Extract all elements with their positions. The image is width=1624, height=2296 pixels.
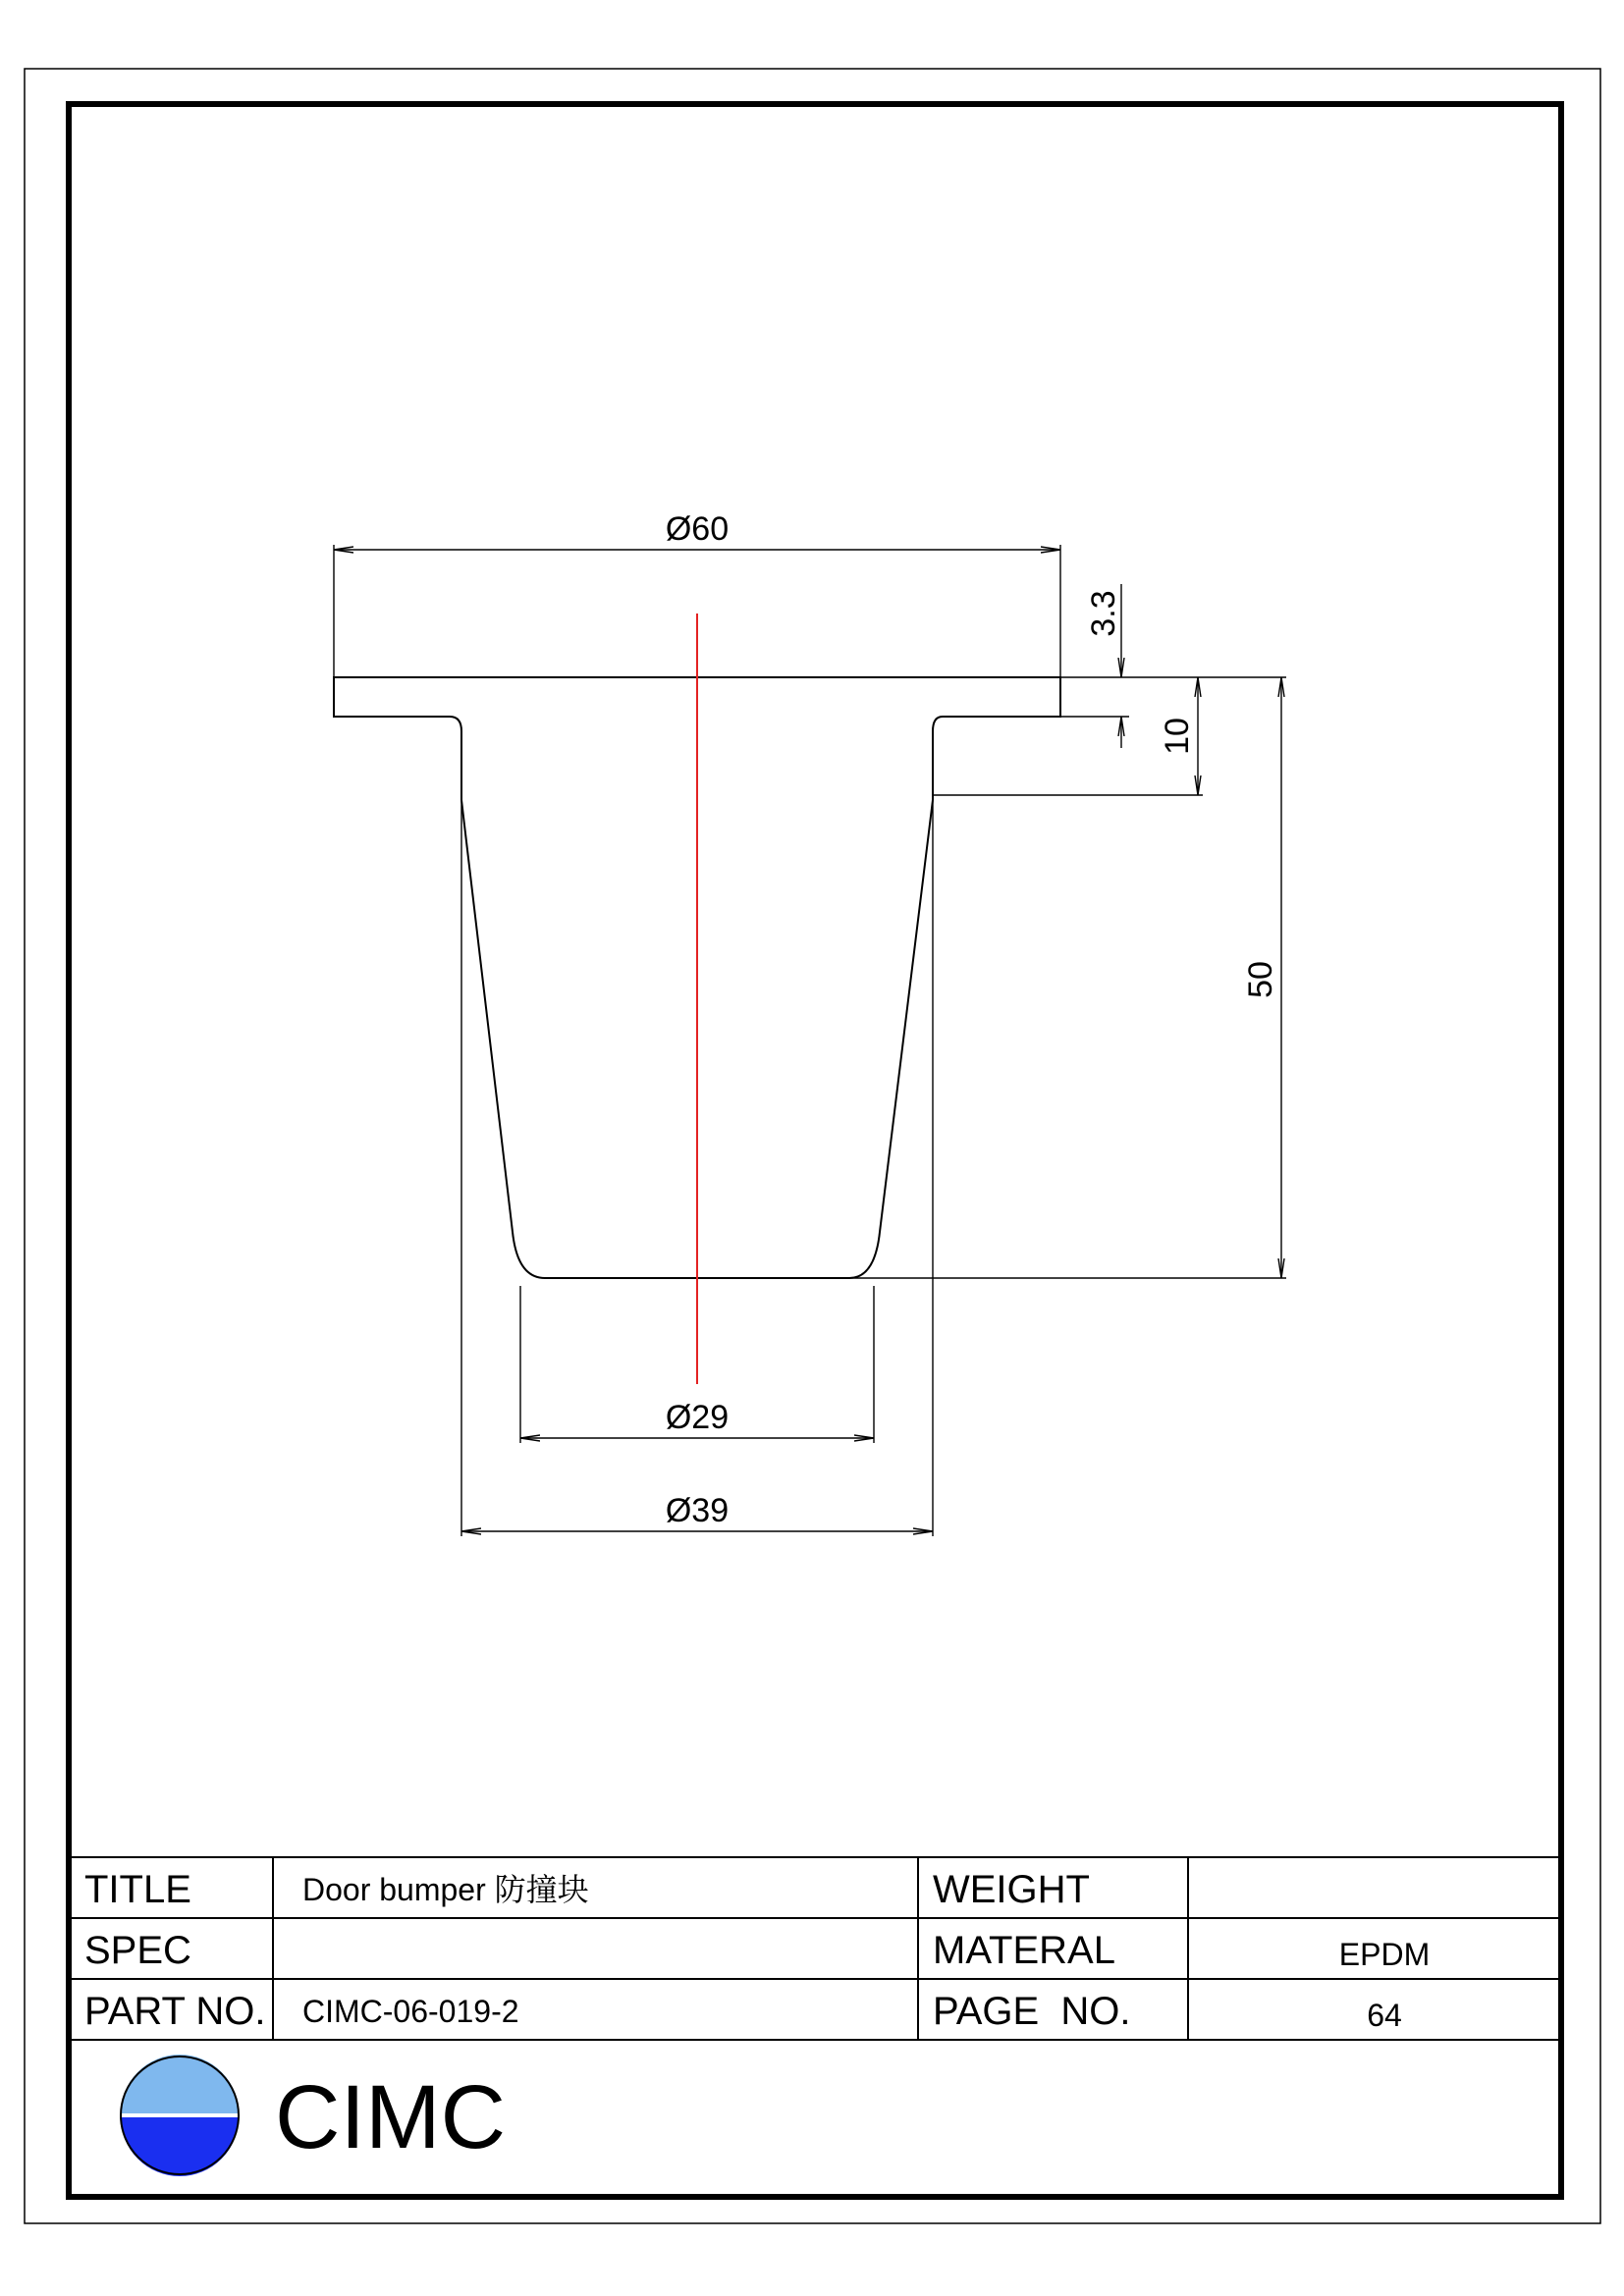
- spec-label: SPEC: [84, 1929, 191, 1972]
- page-no-label: PAGE NO.: [933, 1990, 1131, 2033]
- outer-border: [25, 69, 1600, 2223]
- dim-top-diameter: Ø60: [665, 510, 730, 548]
- dimension-lines: [334, 545, 1286, 1536]
- dim-flange-thickness: 3.3: [1085, 590, 1122, 637]
- part-no-value: CIMC-06-019-2: [302, 1994, 519, 2029]
- title-block: [69, 1857, 1561, 2040]
- material-label: MATERAL: [933, 1929, 1115, 1972]
- part-no-label: PART NO.: [84, 1990, 266, 2033]
- dim-total-height: 50: [1242, 961, 1279, 998]
- dim-bottom-diameter: Ø29: [665, 1399, 730, 1436]
- title-value: Door bumper 防撞块: [302, 1872, 589, 1907]
- weight-label: WEIGHT: [933, 1868, 1090, 1911]
- company-logo-text: CIMC: [275, 2067, 507, 2167]
- dim-neck-height: 10: [1159, 718, 1196, 755]
- dim-body-diameter: Ø39: [665, 1492, 730, 1529]
- title-label: TITLE: [84, 1868, 191, 1911]
- cimc-logo-icon: [121, 2055, 239, 2176]
- inner-frame: [69, 104, 1561, 2197]
- material-value: EPDM: [1338, 1937, 1431, 1972]
- page-no-value: 64: [1367, 1998, 1402, 2033]
